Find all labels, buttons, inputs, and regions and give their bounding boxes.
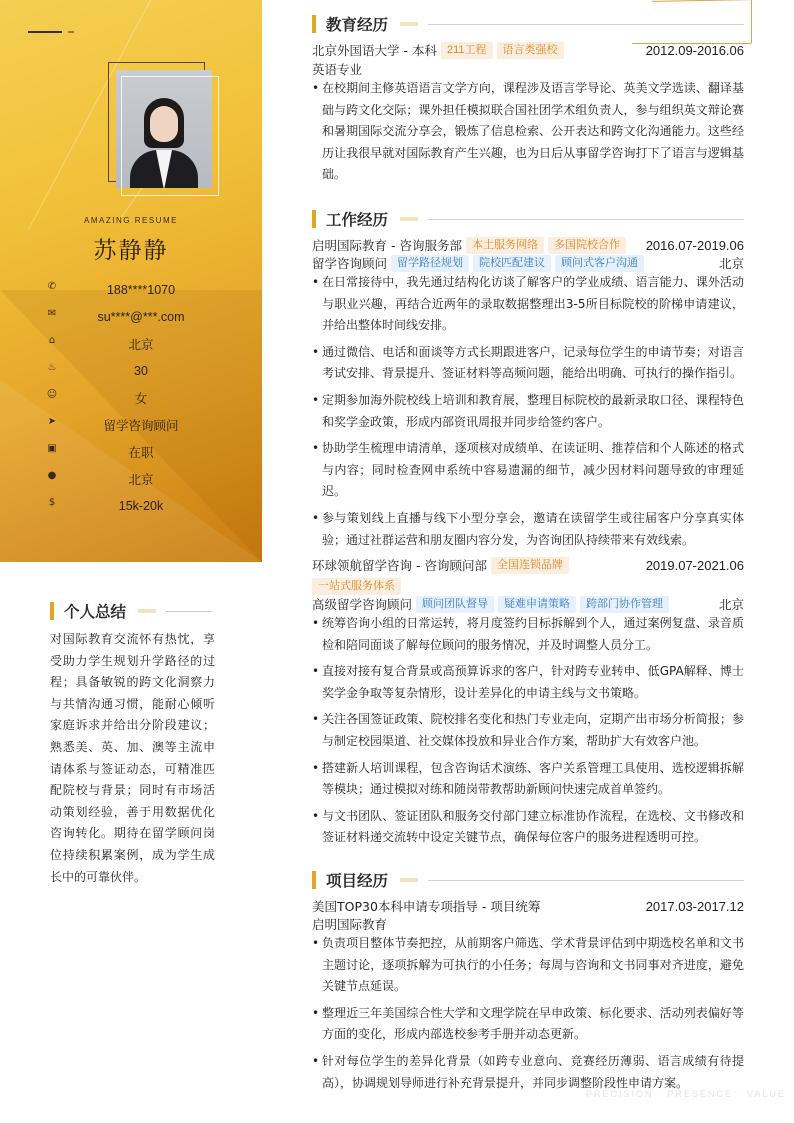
resume-tagline: AMAZING RESUME [84,216,178,225]
education-major-row [312,59,744,79]
school-tag: 211工程 [441,42,493,59]
heading-dash [138,609,156,613]
heading-rule [428,880,744,881]
company-tag: 多国院校合作 [548,237,626,254]
info-value: 在职 [128,445,154,460]
project-title: 项目经历 [326,872,389,890]
company-tag: 本土服务网络 [466,237,544,254]
money-icon: $ [48,497,56,508]
briefcase-icon: ▣ [47,443,57,454]
job-entry-header [312,555,744,575]
project-org-row [312,914,744,934]
summary-text: 对国际教育交流怀有热忱，享受助力学生规划升学路径的过程；具备敏锐的跨文化洞察力与共情沟通习惯，能耐心倾听家庭诉求并给出分阶段建议；熟悉美、英、加、澳等主流申请体系与签证动态，可精准匹配院校与背景；同时有市场活动策划经验，善于用数据优化咨询转化。期待在留学顾问岗位持续积累案例，成为学生成长中的可靠伙伴。 [50,632,215,884]
skill-tag: 院校匹配建议 [473,255,551,272]
job-title: 留学咨询顾问 [312,256,388,271]
home-icon: ⌂ [48,335,56,346]
job-title: 高级留学咨询顾问 [312,597,413,612]
heading-dash [400,217,418,221]
info-position [46,411,236,438]
header-dash [68,31,74,33]
skill-tag: 跨部门协作管理 [580,596,669,613]
project-date: 2017.03-2017.12 [645,898,744,914]
contact-info-list [46,276,236,519]
project-org: 启明国际教育 [312,917,388,932]
skill-tag: 疑难申请策略 [498,596,576,613]
list-item: • 通过微信、电话和面谈等方式长期跟进客户，记录每位学生的申请节奏；对语言考试安排、背景提升、签证材料等高频问题，能给出明确、可执行的操作指引。 [312,342,744,385]
list-item: • 针对每位学生的差异化背景（如跨专业意向、竞赛经历薄弱、语言成绩有待提高），协调规划导师进行补充背景提升，并同步调整阶段性申请方案。 [312,1051,744,1094]
heading-bar [312,210,316,228]
info-value: 15k-20k [118,498,164,513]
education-heading [312,13,744,35]
project-name: 美国TOP30本科申请专项指导 - 项目统筹 [312,899,541,914]
company-tag: 全国连锁品牌 [491,557,569,574]
list-item: • 负责项目整体节奏把控，从前期客户筛选、学术背景评估到中期选校名单和文书主题讨论，逐项拆解为可执行的小任务；每周与咨询和文书同事对齐进度，避免关键节点延误。 [312,933,744,998]
mail-icon: ✉ [47,308,57,319]
school-tag: 语言类强校 [497,42,564,59]
education-bullets [312,78,744,191]
education-entry-header [312,40,744,60]
footer-watermark: PRECISION · PRESENCE · VALUE [586,1089,786,1099]
send-icon: ➤ [47,416,57,427]
info-gender [46,384,236,411]
info-hometown [46,330,236,357]
info-value: 北京 [128,337,154,352]
info-value: 女 [134,391,148,406]
heading-rule [166,611,212,612]
list-item: • 参与策划线上直播与线下小型分享会，邀请在读留学生或往届客户分享真实体验；通过社群运营和朋友圈内容分发，为咨询团队持续带来有效线索。 [312,508,744,551]
list-item: • 在校期间主修英语语言文学方向，课程涉及语言学导论、英美文学选读、翻译基础与跨文化交际；课外担任模拟联合国社团学术组负责人，参与组织英文辩论赛和暑期国际交流分享会，锻炼了信息检索、公开表达和跨文化沟通能力。这些经历让我很早就对国际教育产生兴趣，也为日后从事留学咨询打下了语言与逻辑基础。 [312,78,744,186]
job-title-row [312,253,744,273]
job-bullets [312,613,744,854]
phone-icon: ✆ [47,281,57,292]
list-item: • 关注各国签证政策、院校排名变化和热门专业走向，定期产出市场分析简报；参与制定校园渠道、社交媒体投放和异业合作方案，帮助扩大有效客户池。 [312,709,744,752]
heading-dash [400,22,418,26]
info-value: 北京 [128,472,154,487]
education-title: 教育经历 [326,16,389,34]
work-heading [312,208,744,230]
job-entry-header [312,235,744,255]
info-email [46,303,236,330]
info-value: 30 [134,363,148,378]
heading-dash [400,878,418,882]
skill-tag: 顾问式客户沟通 [555,255,644,272]
school-name: 北京外国语大学 - 本科 [312,43,437,58]
work-title: 工作经历 [326,211,389,229]
list-item: • 在日常接待中，我先通过结构化访谈了解客户的学业成绩、语言能力、课外活动与职业兴趣，再结合近两年的录取数据整理出3-5所目标院校的阶梯申请建议，并给出整体时间线安排。 [312,272,744,337]
info-value: 188****1070 [106,282,176,297]
job-date: 2019.07-2021.06 [645,557,744,573]
job-bullets [312,272,744,556]
info-phone [46,276,236,303]
skill-tag: 顾问团队督导 [416,596,494,613]
list-item: • 搭建新人培训课程，包含咨询话术演练、客户关系管理工具使用、选校逻辑拆解等模块；通过模拟对练和随岗带教帮助新顾问快速完成首单签约。 [312,758,744,801]
location-pin-icon: ● [47,470,57,481]
info-value: 留学咨询顾问 [103,418,179,433]
info-value: su****@***.com [97,309,185,324]
candidate-name: 苏静静 [93,238,169,264]
summary-heading [50,600,212,622]
job-tag-overflow-row [308,576,740,596]
list-item: • 整理近三年美国综合性大学和文理学院在早申政策、标化要求、活动列表偏好等方面的变化，形成内部选校参考手册并动态更新。 [312,1003,744,1046]
heading-rule [428,219,744,220]
job-location: 北京 [718,597,744,612]
company-name: 环球领航留学咨询 - 咨询顾问部 [312,558,487,573]
project-entry-header [312,896,744,916]
list-item: • 直接对接有复合背景或高预算诉求的客户，针对跨专业转申、低GPA解释、博士奖学金争取等复杂情形，设计差异化的申请主线与文书策略。 [312,661,744,704]
major: 英语专业 [312,62,363,77]
list-item: • 与文书团队、签证团队和服务交付部门建立标准协作流程，在选校、文书修改和签证材料递交流转中设定关键节点，确保每位客户的服务进程透明可控。 [312,806,744,849]
smile-icon: ☺ [46,389,58,400]
header-dash [28,31,62,33]
photo-frame [121,76,219,196]
list-item: • 定期参加海外院校线上培训和教育展，整理目标院校的最新录取口径、课程特色和奖学金政策，形成内部资讯周报并同步给签约客户。 [312,390,744,433]
info-status [46,438,236,465]
heading-bar [50,602,54,620]
job-location: 北京 [718,256,744,271]
project-heading [312,869,744,891]
heading-bar [312,871,316,889]
company-tag: 一站式服务体系 [312,578,401,595]
job-date: 2016.07-2019.06 [645,237,744,253]
info-location [46,465,236,492]
company-name: 启明国际教育 - 咨询服务部 [312,238,462,253]
cake-icon: ♨ [47,362,57,373]
skill-tag: 留学路径规划 [391,255,469,272]
info-salary [46,492,236,519]
list-item: • 统筹咨询小组的日常运转，将月度签约目标拆解到个人，通过案例复盘、录音质检和陪同面谈了解每位顾问的服务情况，并及时调整人员分工。 [312,613,744,656]
heading-rule [428,24,744,25]
heading-bar [312,15,316,33]
summary-title: 个人总结 [64,603,127,621]
project-bullets [312,933,744,1099]
info-age [46,357,236,384]
job-title-row [312,594,744,614]
list-item: • 协助学生梳理申请清单，逐项核对成绩单、在读证明、推荐信和个人陈述的格式与内容；同时检查网申系统中容易遗漏的细节，减少因材料问题导致的审理延迟。 [312,438,744,503]
education-date: 2012.09-2016.06 [645,42,744,58]
